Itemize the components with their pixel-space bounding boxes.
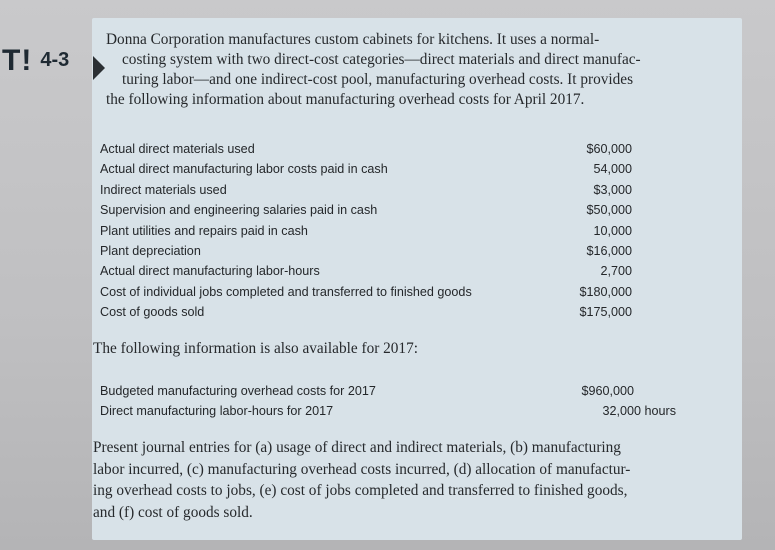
intro-line: the following information about manufacturing overhead costs for April 2017. [106,91,585,108]
intro-line: costing system with two direct-cost categories—direct materials and direct manufac- [122,51,641,68]
problem-requirements [93,437,728,523]
cost-item-label: Supervision and engineering salaries paid in cash [100,203,378,218]
cost-item-labels [100,139,472,323]
problem-tag: T! [2,44,33,77]
problem-number: 4-3 [40,49,70,71]
requirement-line: and (f) cost of goods sold. [93,503,253,521]
requirement-line: ing overhead costs to jobs, (e) cost of jobs completed and transferred to finished goods, [93,482,628,499]
budget-labels [100,381,376,422]
additional-info-heading: The following information is also available for 2017: [93,340,418,357]
intro-line: Donna Corporation manufactures custom cabinets for kitchens. It uses a normal- [106,31,600,48]
cost-item-label: Plant depreciation [100,244,201,259]
cost-item-value: $60,000 [586,142,632,156]
cost-item-value: $3,000 [593,182,632,197]
cost-item-value: $175,000 [579,305,632,320]
cost-item-value: $16,000 [586,244,632,259]
cost-item-label: Cost of individual jobs completed and transferred to finished goods [100,284,472,299]
cost-item-values [530,139,632,323]
budget-value: $960,000 [581,384,634,398]
problem-marker [2,44,69,78]
cost-item-value: 2,700 [600,264,632,279]
cost-item-label: Actual direct manufacturing labor-hours [100,264,320,279]
budget-values [560,381,676,422]
cost-item-value: $180,000 [579,284,632,299]
cost-item-label: Cost of goods sold [100,305,205,320]
cost-item-label: Actual direct materials used [100,142,255,156]
budget-label: Budgeted manufacturing overhead costs for 2017 [100,384,376,398]
cost-item-value: 54,000 [593,162,632,177]
budget-label: Direct manufacturing labor-hours for 2017 [100,404,334,419]
budget-value: 32,000 hours [602,404,676,419]
intro-line: turing labor—and one indirect-cost pool, manufacturing overhead costs. It provides [122,71,634,88]
cost-item-value: $50,000 [586,203,632,218]
cost-item-label: Indirect materials used [100,182,227,197]
requirement-line: labor incurred, (c) manufacturing overhead costs incurred, (d) allocation of manufactur- [93,460,631,478]
problem-intro [106,30,726,110]
requirement-line: Present journal entries for (a) usage of direct and indirect materials, (b) manufacturing [93,439,621,456]
cost-item-label: Plant utilities and repairs paid in cash [100,223,308,238]
arrow-icon [93,56,105,80]
cost-item-value: 10,000 [593,223,632,238]
cost-item-label: Actual direct manufacturing labor costs paid in cash [100,162,388,177]
